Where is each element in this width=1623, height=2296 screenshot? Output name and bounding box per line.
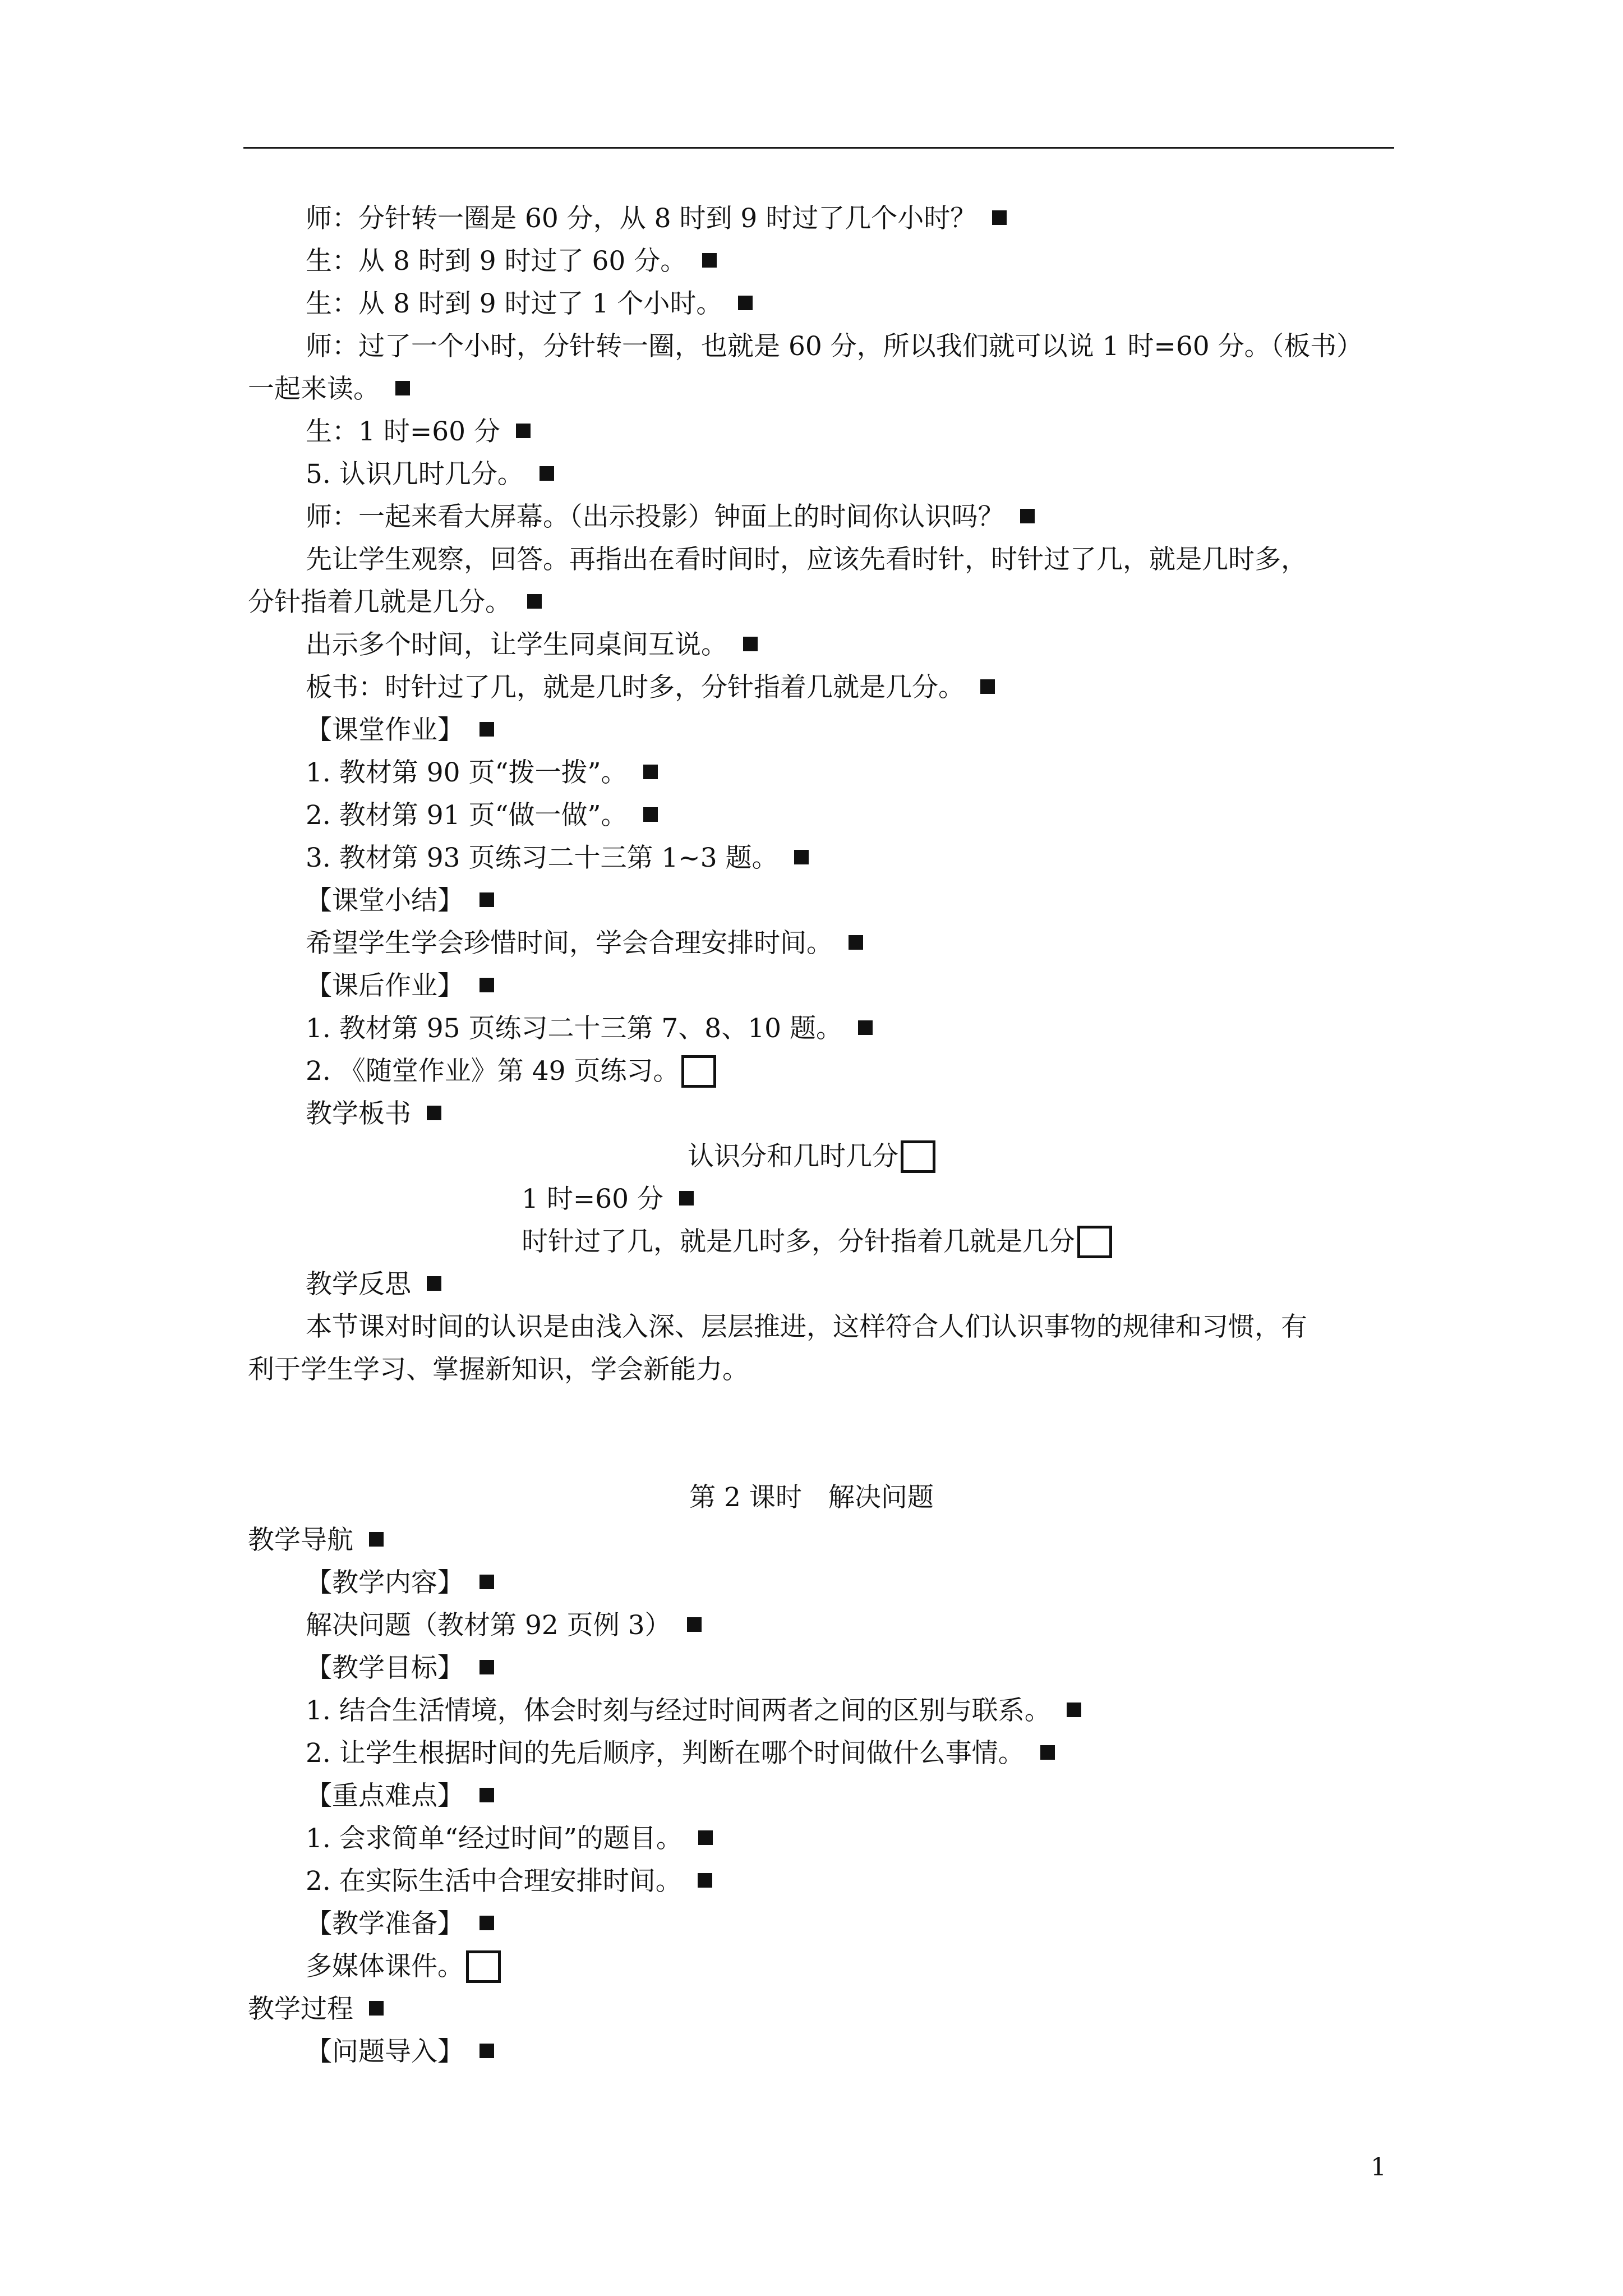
section-heading: 【课堂小结】 xyxy=(306,884,494,918)
section-heading: 【教学目标】 xyxy=(306,1651,494,1685)
square-mark-icon xyxy=(427,1106,441,1120)
text-line: 教学反思 xyxy=(306,1268,441,1301)
square-mark-icon xyxy=(743,637,758,651)
text-line: 1. 会求简单“经过时间”的题目。 xyxy=(306,1822,713,1856)
text-line: 5. 认识几时几分。 xyxy=(306,458,554,491)
text-line: 师：一起来看大屏幕。（出示投影）钟面上的时间你认识吗？ xyxy=(306,500,1035,534)
section-heading: 【课后作业】 xyxy=(306,969,494,1003)
square-mark-icon xyxy=(1020,509,1035,523)
text-line: 生：从 8 时到 9 时过了 1 个小时。 xyxy=(306,287,753,321)
section-heading: 【问题导入】 xyxy=(306,2035,494,2069)
text-line: 2. 让学生根据时间的先后顺序，判断在哪个时间做什么事情。 xyxy=(306,1737,1055,1770)
square-mark-icon xyxy=(992,210,1007,225)
section-heading: 教学导航 xyxy=(248,1524,384,1557)
empty-box-icon xyxy=(1077,1226,1112,1258)
text-line: 利于学生学习、掌握新知识，学会新能力。 xyxy=(248,1354,749,1385)
text-line: 本节课对时间的认识是由浅入深、层层推进，这样符合人们认识事物的规律和习惯，有 xyxy=(306,1312,1307,1342)
square-mark-icon xyxy=(794,850,809,864)
square-mark-icon xyxy=(479,722,494,737)
text-line: 时针过了几，就是几时多，分针指着几就是几分 xyxy=(522,1225,1112,1259)
square-mark-icon xyxy=(980,679,995,694)
square-mark-icon xyxy=(540,466,554,481)
text-line: 3. 教材第 93 页练习二十三第 1~3 题。 xyxy=(306,841,809,875)
square-mark-icon xyxy=(479,1660,494,1674)
square-mark-icon xyxy=(369,1532,384,1547)
square-mark-icon xyxy=(643,765,658,779)
empty-box-icon xyxy=(901,1140,935,1173)
section-heading: 【课堂作业】 xyxy=(306,714,494,747)
square-mark-icon xyxy=(643,807,658,822)
section-heading: 教学过程 xyxy=(248,1993,384,2026)
text-line: 一起来读。 xyxy=(248,372,410,406)
text-line: 1. 教材第 95 页练习二十三第 7、8、10 题。 xyxy=(306,1012,873,1046)
text-line: 生：从 8 时到 9 时过了 60 分。 xyxy=(306,245,717,278)
text-line: 2. 在实际生活中合理安排时间。 xyxy=(306,1865,712,1898)
square-mark-icon xyxy=(369,2001,384,2016)
square-mark-icon xyxy=(679,1191,694,1205)
section-heading: 【重点难点】 xyxy=(306,1779,494,1813)
header-rule xyxy=(243,147,1394,149)
square-mark-icon xyxy=(479,892,494,907)
text-line: 生：1 时=60 分 xyxy=(306,415,531,449)
square-mark-icon xyxy=(527,594,542,609)
text-line: 1 时=60 分 xyxy=(522,1182,694,1216)
square-mark-icon xyxy=(395,381,410,395)
text-line: 分针指着几就是几分。 xyxy=(248,586,542,619)
text-line: 2. 教材第 91 页“做一做”。 xyxy=(306,799,658,832)
text-line: 1. 教材第 90 页“拨一拨”。 xyxy=(306,756,658,790)
square-mark-icon xyxy=(479,1575,494,1589)
text-line: 2. 《随堂作业》第 49 页练习。 xyxy=(306,1055,716,1088)
section-heading: 【教学内容】 xyxy=(306,1566,494,1600)
text-line: 师：分针转一圈是 60 分，从 8 时到 9 时过了几个小时？ xyxy=(306,202,1007,236)
square-mark-icon xyxy=(1040,1745,1055,1760)
text-line: 解决问题（教材第 92 页例 3） xyxy=(306,1609,702,1642)
empty-box-icon xyxy=(681,1055,716,1088)
square-mark-icon xyxy=(427,1276,441,1291)
text-line: 多媒体课件。 xyxy=(306,1950,501,1984)
text-line: 师：过了一个小时，分针转一圈，也就是 60 分，所以我们就可以说 1 时=60 分。（板书） xyxy=(306,331,1363,362)
section-heading: 【教学准备】 xyxy=(306,1907,494,1941)
square-mark-icon xyxy=(698,1873,712,1888)
text-line: 板书：时针过了几，就是几时多，分针指着几就是几分。 xyxy=(306,671,995,705)
square-mark-icon xyxy=(687,1617,702,1632)
square-mark-icon xyxy=(479,1788,494,1802)
board-title: 认识分和几时几分 xyxy=(0,1140,1623,1174)
text-line: 先让学生观察，回答。再指出在看时间时，应该先看时针，时针过了几，就是几时多， xyxy=(306,544,1307,575)
square-mark-icon xyxy=(698,1830,713,1845)
square-mark-icon xyxy=(702,253,717,268)
square-mark-icon xyxy=(849,935,863,950)
square-mark-icon xyxy=(479,2044,494,2058)
text-line: 希望学生学会珍惜时间，学会合理安排时间。 xyxy=(306,927,863,960)
square-mark-icon xyxy=(479,978,494,992)
page-number: 1 xyxy=(1371,2153,1386,2182)
square-mark-icon xyxy=(858,1020,873,1035)
text-line: 1. 结合生活情境，体会时刻与经过时间两者之间的区别与联系。 xyxy=(306,1694,1081,1728)
square-mark-icon xyxy=(479,1916,494,1930)
text-line: 出示多个时间，让学生同桌间互说。 xyxy=(306,628,758,662)
square-mark-icon xyxy=(1067,1703,1081,1717)
lesson-title: 第 2 课时 解决问题 xyxy=(689,1482,934,1513)
text-line: 教学板书 xyxy=(306,1097,441,1131)
square-mark-icon xyxy=(738,296,753,310)
square-mark-icon xyxy=(516,424,531,438)
empty-box-icon xyxy=(466,1950,501,1983)
